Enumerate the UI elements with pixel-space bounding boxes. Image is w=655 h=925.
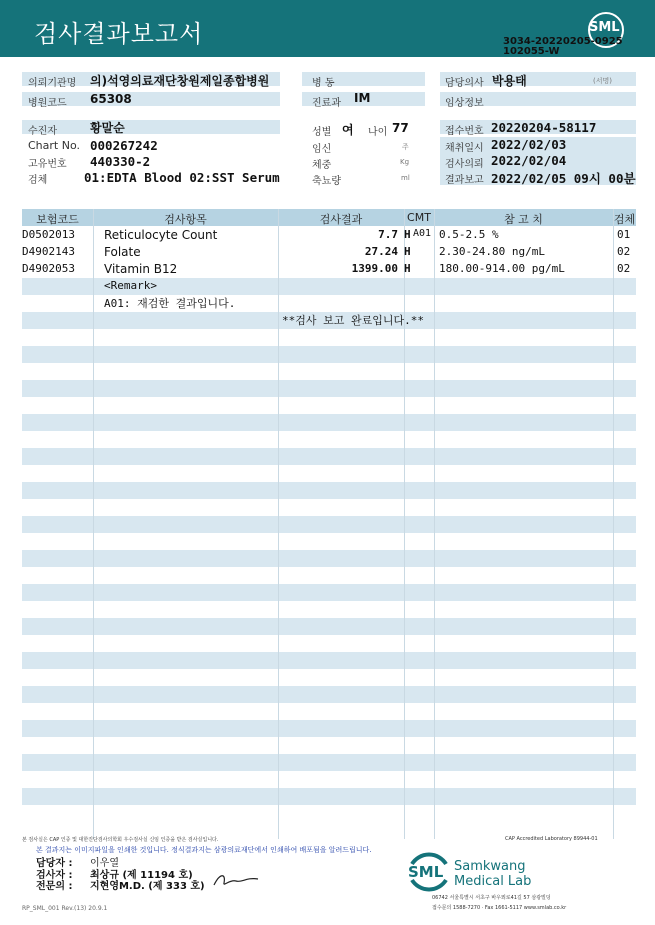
column-header-reference: 참 고 치	[504, 213, 543, 226]
column-divider	[93, 209, 94, 839]
doctor-sign-note: (서명)	[593, 77, 612, 85]
table-stripe	[22, 414, 636, 431]
form-code: RP_SML_001 Rev.(13) 20.9.1	[22, 905, 108, 912]
table-stripe	[22, 550, 636, 567]
hospital-code-label: 병원코드	[28, 98, 67, 109]
institution-label: 의뢰기관명	[28, 78, 77, 89]
table-stripe	[22, 346, 636, 363]
pregnancy-unit: 주	[402, 143, 409, 151]
row-reference: 180.00-914.00 pg/mL	[439, 262, 565, 275]
row-specimen: 02	[617, 245, 631, 258]
column-header-item: 검사항목	[164, 213, 207, 226]
report-title: 검사결과보고서	[34, 20, 204, 48]
chart-value: 000267242	[90, 138, 158, 153]
lab-phone: 접수문의 1588-7270 · Fax 1661-5117 www.smlab.co.kr	[432, 905, 567, 911]
table-stripe	[22, 516, 636, 533]
requested-value: 2022/02/04	[491, 153, 567, 168]
table-stripe	[22, 482, 636, 499]
examiner-value: 최상규 (제 11194 호)	[90, 870, 193, 881]
examiner-label: 검사자 :	[36, 870, 73, 881]
id-label: 고유번호	[28, 159, 67, 170]
specialist-value: 지현영M.D. (제 333 호)	[90, 881, 205, 892]
specimen-label: 검체	[28, 175, 48, 186]
urine-unit: ml	[401, 174, 410, 182]
completion-message: **검사 보고 완료입니다.**	[282, 314, 424, 327]
table-stripe	[22, 380, 636, 397]
row-result: 27.24	[364, 245, 398, 258]
row-reference: 0.5-2.5 %	[439, 228, 499, 241]
accession-label: 접수번호	[445, 126, 484, 137]
table-stripe	[22, 686, 636, 703]
weight-label: 체중	[312, 160, 332, 171]
column-header-result: 검사결과	[319, 213, 363, 226]
row-reference: 2.30-24.80 ng/mL	[439, 245, 545, 258]
row-code: D4902143	[22, 245, 75, 258]
sml-logo-text: SML	[589, 20, 620, 35]
row-flag: H	[404, 228, 411, 241]
info-band	[22, 120, 280, 134]
table-stripe	[22, 448, 636, 465]
report-number: 3034-20220205-0925 102055-W	[503, 36, 623, 57]
sex-value: 여	[342, 123, 354, 137]
table-stripe	[22, 652, 636, 669]
row-result: 7.7	[378, 228, 398, 241]
column-divider	[278, 209, 279, 839]
table-stripe	[22, 754, 636, 771]
print-notice: 본 결과지는 이미지파일을 인쇄한 것입니다. 정식결과지는 삼광의료재단에서 인쇄하여 배포됨을 알려드립니다.	[36, 846, 372, 854]
sex-label: 성별	[312, 127, 332, 138]
row-item: Reticulocyte Count	[104, 228, 218, 242]
age-value: 77	[392, 121, 409, 135]
doctor-value: 박용태	[492, 74, 527, 88]
urine-label: 축뇨량	[312, 176, 341, 187]
pregnancy-label: 임신	[312, 144, 332, 155]
row-result: 1399.00	[351, 262, 398, 275]
row-item: Vitamin B12	[104, 262, 178, 276]
doctor-label: 담당의사	[445, 78, 484, 89]
table-stripe	[22, 584, 636, 601]
reported-label: 결과보고	[445, 175, 484, 186]
weight-unit: Kg	[400, 158, 410, 166]
chart-label: Chart No.	[28, 139, 80, 152]
manager-value: 이우열	[90, 858, 119, 869]
clinical-label: 임상정보	[445, 98, 484, 109]
ward-label: 병 동	[312, 78, 335, 89]
remark-title: <Remark>	[104, 279, 157, 292]
manager-label: 담당자 :	[36, 858, 73, 869]
requested-label: 검사의뢰	[445, 159, 484, 170]
specimen-value: 01:EDTA Blood 02:SST Serum	[84, 170, 280, 185]
reported-value: 2022/02/05 09시 00분	[491, 171, 636, 186]
lab-address: 06742 서울특별시 서초구 바우뫼로41길 57 삼광빌딩	[432, 895, 551, 901]
column-divider	[613, 209, 614, 839]
brand-name-line1: Samkwang	[454, 859, 526, 874]
column-header-specimen: 검체	[613, 213, 636, 226]
certification-note: 본 검사실은 CAP 인증 및 대한진단검사의학회 우수검사실 신임 인증을 받은 검사실입니다.	[22, 837, 219, 843]
row-code: D0502013	[22, 228, 75, 241]
accession-value: 20220204-58117	[491, 120, 597, 135]
row-cmt: A01	[413, 228, 432, 239]
collected-label: 채취일시	[445, 143, 484, 154]
column-header-cmt: CMT	[407, 211, 431, 224]
age-label: 나이	[368, 127, 388, 138]
patient-label: 수진자	[28, 126, 57, 137]
table-stripe	[22, 788, 636, 805]
patient-value: 황말순	[90, 121, 125, 135]
row-flag: H	[404, 262, 411, 275]
row-flag: H	[404, 245, 411, 258]
collected-value: 2022/02/03	[491, 137, 567, 152]
row-code: D4902053	[22, 262, 75, 275]
specialist-label: 전문의 :	[36, 881, 73, 892]
column-header-code: 보험코드	[36, 213, 79, 226]
row-specimen: 02	[617, 262, 631, 275]
remark-text: A01: 재검한 결과입니다.	[104, 297, 236, 310]
dept-label: 진료과	[312, 98, 341, 109]
samkwang-logo-text: SML	[408, 863, 444, 881]
id-value: 440330-2	[90, 154, 151, 169]
row-item: Folate	[104, 245, 141, 259]
institution-value: 의)석영의료재단창원제일종합병원	[90, 74, 270, 88]
hospital-code-value: 65308	[90, 92, 132, 106]
table-stripe	[22, 720, 636, 737]
dept-value: IM	[354, 91, 371, 105]
table-stripe	[22, 618, 636, 635]
row-specimen: 01	[617, 228, 631, 241]
cap-note: CAP Accredited Laboratory 89944-01	[505, 836, 598, 842]
brand-name-line2: Medical Lab	[454, 874, 532, 889]
column-divider	[434, 209, 435, 839]
column-divider	[404, 209, 405, 839]
signature-icon	[212, 869, 260, 889]
